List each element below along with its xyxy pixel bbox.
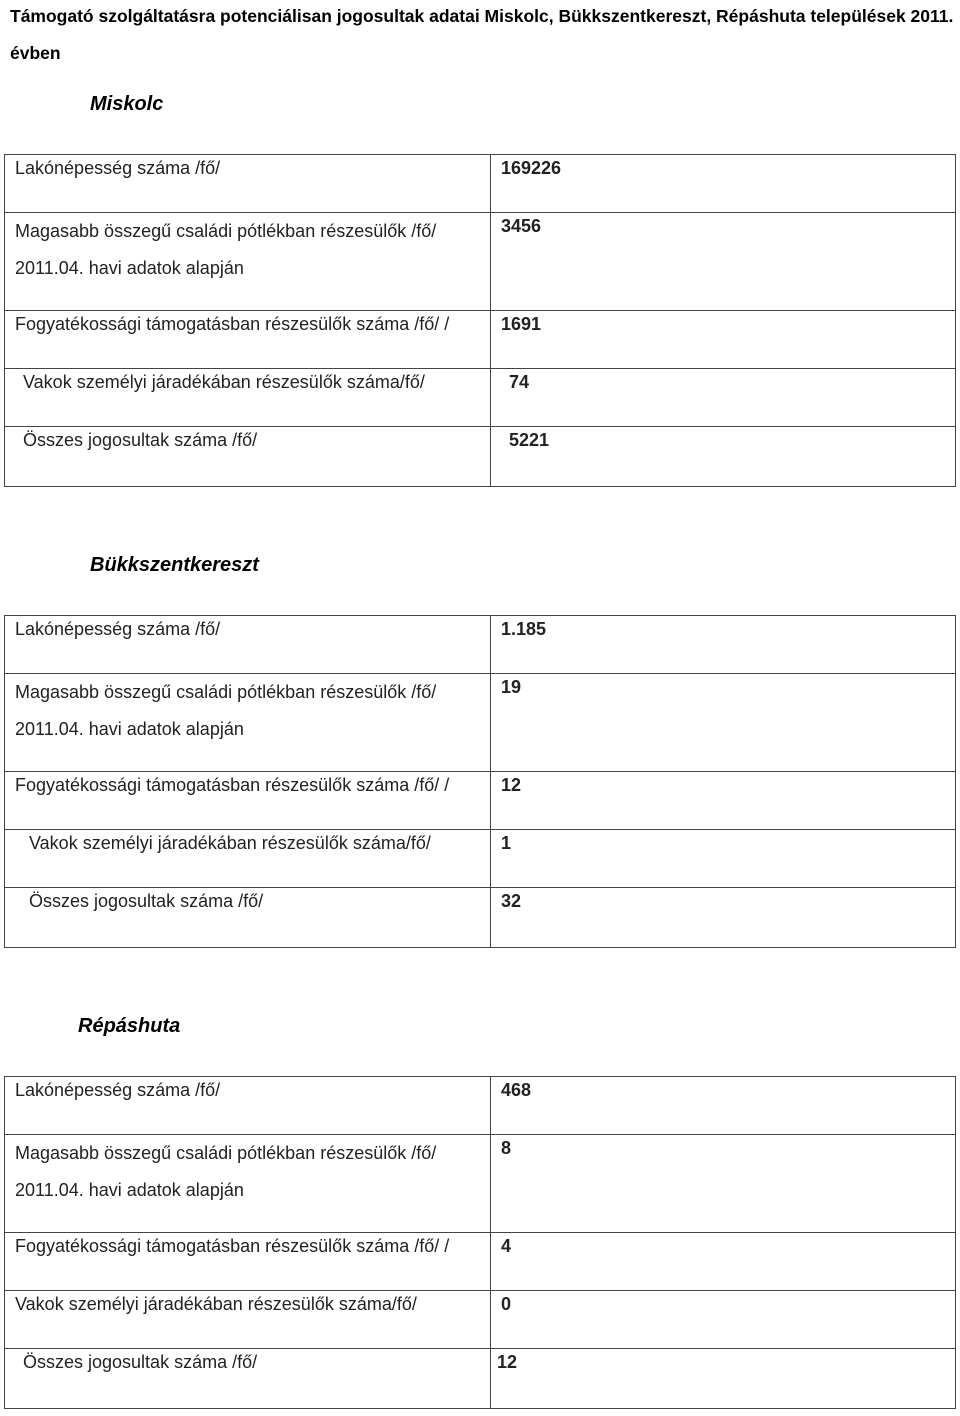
row-label: Magasabb összegű családi pótlékban részesülők /fő/ 2011.04. havi adatok alapján — [5, 1135, 491, 1233]
row-value: 169226 — [491, 155, 956, 213]
row-value: 0 — [491, 1291, 956, 1349]
table-row — [5, 213, 956, 311]
data-table-bukkszentkereszt — [4, 615, 956, 948]
table-row — [5, 772, 956, 830]
table-row — [5, 155, 956, 213]
row-label: Összes jogosultak száma /fő/ — [5, 888, 491, 948]
row-value: 12 — [491, 772, 956, 830]
page-title: Támogató szolgáltatásra potenciálisan jogosultak adatai Miskolc, Bükkszentkereszt, Répáshuta települések 2011. évben — [10, 6, 954, 63]
table-row — [5, 1349, 956, 1409]
row-label: Összes jogosultak száma /fő/ — [5, 1349, 491, 1409]
data-table-miskolc — [4, 154, 956, 487]
table-row — [5, 427, 956, 487]
row-value: 1.185 — [491, 616, 956, 674]
table-row — [5, 1291, 956, 1349]
row-value: 1 — [491, 830, 956, 888]
section-title-bukkszentkereszt: Bükkszentkereszt — [90, 554, 259, 576]
row-value: 8 — [491, 1135, 956, 1233]
table-row — [5, 674, 956, 772]
row-label: Lakónépesség száma /fő/ — [5, 1077, 491, 1135]
table-row — [5, 369, 956, 427]
table-row — [5, 1233, 956, 1291]
row-value: 74 — [491, 369, 956, 427]
row-label: Magasabb összegű családi pótlékban részesülők /fő/ 2011.04. havi adatok alapján — [5, 213, 491, 311]
row-value: 32 — [491, 888, 956, 948]
row-label: Magasabb összegű családi pótlékban részesülők /fő/ 2011.04. havi adatok alapján — [5, 674, 491, 772]
table-row — [5, 311, 956, 369]
table-row — [5, 1135, 956, 1233]
row-value: 1691 — [491, 311, 956, 369]
table-row — [5, 616, 956, 674]
table-row — [5, 830, 956, 888]
section-title-miskolc: Miskolc — [90, 93, 164, 115]
section-title-repashuta: Répáshuta — [78, 1015, 181, 1037]
row-value: 3456 — [491, 213, 956, 311]
table-row — [5, 1077, 956, 1135]
row-label: Vakok személyi járadékában részesülők száma/fő/ — [5, 1291, 491, 1349]
row-value: 12 — [491, 1349, 956, 1409]
row-value: 19 — [491, 674, 956, 772]
row-label: Fogyatékossági támogatásban részesülők száma /fő/ / — [5, 772, 491, 830]
row-label: Vakok személyi járadékában részesülők száma/fő/ — [5, 830, 491, 888]
row-value: 4 — [491, 1233, 956, 1291]
row-label: Lakónépesség száma /fő/ — [5, 155, 491, 213]
table-row — [5, 888, 956, 948]
row-label: Vakok személyi járadékában részesülők száma/fő/ — [5, 369, 491, 427]
row-value: 468 — [491, 1077, 956, 1135]
row-value: 5221 — [491, 427, 956, 487]
row-label: Összes jogosultak száma /fő/ — [5, 427, 491, 487]
row-label: Lakónépesség száma /fő/ — [5, 616, 491, 674]
row-label: Fogyatékossági támogatásban részesülők száma /fő/ / — [5, 311, 491, 369]
row-label: Fogyatékossági támogatásban részesülők száma /fő/ / — [5, 1233, 491, 1291]
data-table-repashuta — [4, 1076, 956, 1409]
